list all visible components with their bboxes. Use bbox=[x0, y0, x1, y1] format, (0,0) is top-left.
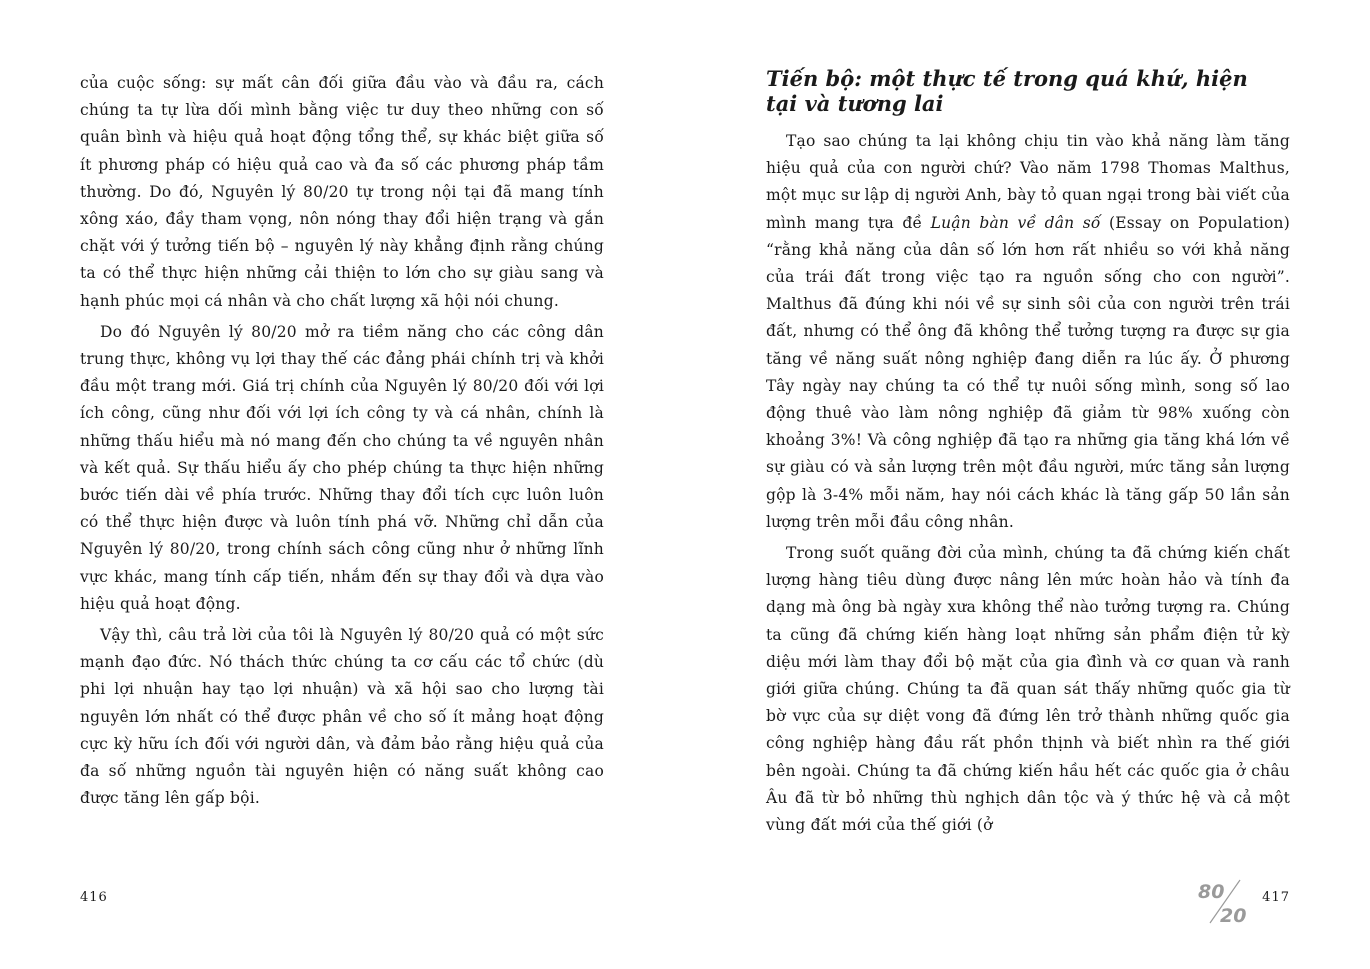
paragraph-1-after-italic: (Essay on Population) “rằng khả năng của dân số lớn hơn rất nhiều so với khả năng của trái đất trong việc tạo ra nguồn sống cho con người”. Malthus đã đúng khi nói về sự sinh sôi của con người trên trái đất, nhưng có thể ông đã không thể tưởng tượng ra được sự gia tăng về năng suất nông nghiệp đang diễn ra lúc ấy. Ở phương Tây ngày nay chúng ta có thể tự nuôi sống mình, song số lao động thuê vào làm nông nghiệp đã giảm từ 98% xuống còn khoảng 3%! Và công nghiệp đã tạo ra những gia tăng khá lớn về sự giàu có và sản lượng trên một đầu người, mức tăng sản lượng gộp là 3-4% mỗi năm, hay nói cách khác là tăng gấp 50 lần sản lượng trên mỗi đầu công nhân. bbox=[766, 213, 1290, 531]
right-paragraph-2: Trong suốt quãng đời của mình, chúng ta đã chứng kiến chất lượng hàng tiêu dùng được nâng lên mức hoàn hảo và tính đa dạng mà ông bà ngày xưa không thể nào tưởng tượng ra. Chúng ta cũng đã chứng kiến hàng loạt những sản phẩm điện tử kỳ diệu mới làm thay đổi bộ mặt của gia đình và cơ quan và ranh giới giữa chúng. Chúng ta đã quan sát thấy những quốc gia từ bờ vực của sự diệt vong đã đứng lên trở thành những quốc gia công nghiệp hàng đầu rất phồn thịnh và biết nhìn ra thế giới bên ngoài. Chúng ta đã chứng kiến hầu hết các quốc gia ở châu Âu đã từ bỏ những thù nghịch dân tộc và ý thức hệ và cả một vùng đất mới của thế giới (ở bbox=[766, 544, 1290, 835]
left-paragraph-1: của cuộc sống: sự mất cân đối giữa đầu vào và đầu ra, cách chúng ta tự lừa dối mình bằng việc tư duy theo những con số quân bình và hiệu quả hoạt động tổng thể, sự khác biệt giữa số ít phương pháp có hiệu quả cao và đa số các phương pháp tầm thường. Do đó, Nguyên lý 80/20 tự trong nội tại đã mang tính xông xáo, đầy tham vọng, nôn nóng thay đổi hiện trạng và gắn chặt với ý tưởng tiến bộ – nguyên lý này khẳng định rằng chúng ta có thể thực hiện những cải thiện to lớn cho sự giàu sang và hạnh phúc mọi cá nhân và cho chất lượng xã hội nói chung. bbox=[80, 74, 604, 310]
right-page-number: 417 bbox=[1262, 890, 1290, 905]
left-page bbox=[80, 0, 604, 969]
logo-top-number: 80 bbox=[1198, 881, 1225, 903]
right-body-text bbox=[766, 128, 1290, 843]
left-body-text bbox=[80, 70, 604, 816]
left-page-number: 416 bbox=[80, 890, 108, 905]
left-paragraph-2: Do đó Nguyên lý 80/20 mở ra tiềm năng cho các công dân trung thực, không vụ lợi thay thế các đảng phái chính trị và khởi đầu một trang mới. Giá trị chính của Nguyên lý 80/20 đối với lợi ích công, cũng như đối với lợi ích công ty và cá nhân, chính là những thấu hiểu mà nó mang đến cho chúng ta về nguyên nhân và kết quả. Sự thấu hiểu ấy cho phép chúng ta thực hiện những bước tiến dài về phía trước. Những thay đổi tích cực luôn luôn có thể thực hiện được và luôn tính phá vỡ. Những chỉ dẫn của Nguyên lý 80/20, trong chính sách công cũng như ở những lĩnh vực khác, mang tính cấp tiến, nhắm đến sự thay đổi và dựa vào hiệu quả hoạt động. bbox=[80, 322, 604, 613]
right-page bbox=[766, 0, 1290, 969]
right-paragraph-1 bbox=[766, 128, 1290, 536]
paragraph-1-before-italic: Tạo sao chúng ta lại không chịu tin vào khả năng làm tăng hiệu quả của con người chứ? Vào năm 1798 Thomas Malthus, một mục sư lập dị người Anh, bày tỏ quan ngại trong bài viết của mình mang tựa đề bbox=[766, 132, 1290, 232]
logo-bottom-number: 20 bbox=[1220, 905, 1247, 926]
left-paragraph-3: Vậy thì, câu trả lời của tôi là Nguyên lý 80/20 quả có một sức mạnh đạo đức. Nó thách thức chúng ta cơ cấu các tổ chức (dù phi lợi nhuận hay tạo lợi nhuận) và xã hội sao cho lượng tài nguyên lớn nhất có thể được phân về cho số ít mảng hoạt động cực kỳ hữu ích đối với người dân, và đảm bảo rằng hiệu quả của đa số những nguồn tài nguyên hiện có năng suất không cao được tăng lên gấp bội. bbox=[80, 626, 604, 808]
section-title: Tiến bộ: một thực tế trong quá khứ, hiện tại và tương lai bbox=[766, 66, 1248, 116]
logo-80-20-icon bbox=[1198, 878, 1254, 926]
book-title-italic: Luận bàn về dân số bbox=[930, 213, 1101, 232]
